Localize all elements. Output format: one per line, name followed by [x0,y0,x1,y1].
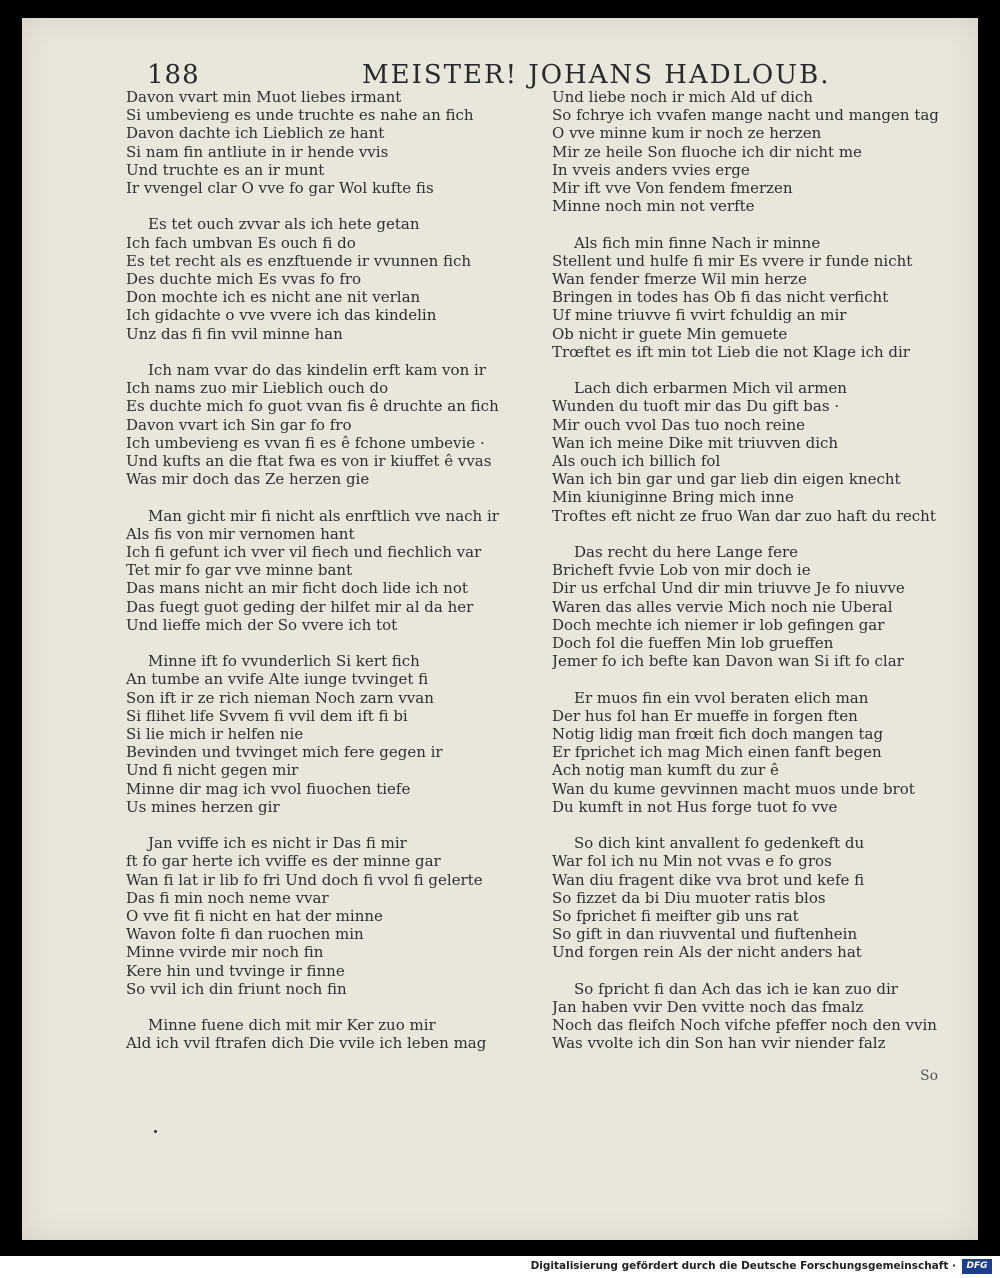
verse-line: Minne fuene dich mit mir Ker zuo mir [148,1016,436,1035]
verse-line: Ir vvengel clar O vve fo gar Wol kufte fis [126,179,434,198]
verse-line: Der hus fol han Er mueffe in forgen ften [552,706,858,725]
verse-line: Wan ich meine Dike mit triuvven dich [552,433,839,452]
stanza [552,980,952,1053]
verse-line: Das recht du here Lange fere [574,543,799,562]
verse-line: Man gicht mir fi nicht als enrftlich vve nach ir [148,506,499,525]
verse-line: Stellent und hulfe fi mir Es vvere ir funde nicht [552,251,913,270]
verse-line: Davon vvart min Muot liebes irmant [126,88,402,106]
verse-line: Es duchte mich fo guot vvan fis ê druchte an fich [126,397,499,416]
verse-line: Trœftet es ift min tot Lieb die not Klage ich dir [552,342,910,361]
verse-line: Davon dachte ich Lieblich ze hant [126,124,385,143]
verse-line: Doch fol die fueffen Min lob grueffen [552,634,834,653]
verse-line: Ich nam vvar do das kindelin erft kam von ir [148,361,486,380]
verse-line: Was vvolte ich din Son han vvir niender falz [552,1034,886,1053]
verse-line: Das fi min noch neme vvar [126,888,329,907]
page-number: 188 [147,60,200,90]
verse-line: Er fprichet ich mag Mich einen fanft begen [552,743,882,762]
verse-line: Uf mine triuvve fi vvirt fchuldig an mir [552,306,847,325]
verse-line: Ob nicht ir guete Min gemuete [552,324,788,343]
stanza [552,234,952,361]
verse-line: Und lieffe mich der So vvere ich tot [126,615,398,634]
verse-line: Son ift ir ze rich nieman Noch zarn vvan [126,688,434,707]
verse-line: Wan fender fmerze Wil min herze [552,270,807,289]
right-column [552,88,952,1071]
verse-line: So fpricht fi dan Ach das ich ie kan zuo dir [574,979,898,998]
verse-line: Und truchte es an ir munt [126,160,325,179]
verse-line: Bringen in todes has Ob fi das nicht verficht [552,288,889,307]
verse-line: In vveis anders vvies erge [552,160,750,179]
stanza [126,1016,544,1052]
stanza [126,834,544,998]
left-column [126,88,544,1071]
verse-line: So gift in dan riuvvental und fiuftenhein [552,925,858,944]
verse-line: Ich fach umbvan Es ouch fi do [126,233,356,252]
verse-line: So fizzet da bi Diu muoter ratis blos [552,888,826,907]
verse-line: Ich umbevieng es vvan fi es ê fchone umbevie · [126,433,485,452]
verse-line: O vve fit fi nicht en hat der minne [126,907,383,926]
verse-line: Mir ift vve Von fendem fmerzen [552,179,793,198]
verse-line: Wan diu fragent dike vva brot und kefe fi [552,870,865,889]
verse-line: Ich fi gefunt ich vver vil fiech und fiechlich var [126,543,482,562]
verse-line: Als fis von mir vernomen hant [126,524,355,543]
verse-line: Jemer fo ich befte kan Davon wan Si ift fo clar [552,652,904,671]
stanza [126,507,544,634]
verse-line: Doch mechte ich niemer ir lob gefingen gar [552,615,885,634]
running-head: MEISTER! JOHANS HADLOUB. [362,60,831,90]
stanza [126,361,544,488]
verse-line: Als ouch ich billich fol [552,452,721,471]
verse-line: So fchrye ich vvafen mange nacht und mangen tag [552,106,939,125]
stanza [126,215,544,342]
verse-line: So fprichet fi meifter gib uns rat [552,907,799,926]
verse-line: Mir ouch vvol Das tuo noch reine [552,415,805,434]
verse-line: Was mir doch das Ze herzen gie [126,470,370,489]
stanza [552,543,952,670]
verse-line: Notig lidig man frœit fich doch mangen tag [552,725,884,744]
verse-line: So dich kint anvallent fo gedenkeft du [574,834,865,853]
verse-line: Ich gidachte o vve vvere ich das kindelin [126,306,437,325]
verse-line: Wunden du tuoft mir das Du gift bas · [552,397,840,416]
verse-line: Si lie mich ir helfen nie [126,725,304,744]
stanza [126,88,544,197]
verse-line: Jan haben vvir Den vvitte noch das fmalz [552,998,864,1017]
verse-line: War fol ich nu Min not vvas e fo gros [552,852,832,871]
verse-line: Dir us erfchal Und dir min triuvve Je fo niuvve [552,579,905,598]
verse-line: Jan vviffe ich es nicht ir Das fi mir [148,834,407,853]
verse-line: Troftes eft nicht ze fruo Wan dar zuo haft du recht [552,506,936,525]
verse-line: Des duchte mich Es vvas fo fro [126,270,362,289]
verse-line: Und fi nicht gegen mir [126,761,299,780]
verse-line: Wavon folte fi dan ruochen min [126,925,364,944]
verse-line: Ach notig man kumft du zur ê [552,761,779,780]
verse-line: Es tet recht als es enzftuende ir vvunnen fich [126,251,472,270]
verse-line: Das fuegt guot geding der hilfet mir al da her [126,597,474,616]
verse-line: So vvil ich din friunt noch fin [126,979,347,998]
verse-line: Minne vvirde mir noch fin [126,943,324,962]
stanza [126,652,544,816]
verse-line: Si umbevieng es unde truchte es nahe an fich [126,106,474,125]
verse-line: Und liebe noch ir mich Ald uf dich [552,88,813,106]
verse-line: Und forgen rein Als der nicht anders hat [552,943,862,962]
verse-line: Minne dir mag ich vvol fiuochen tiefe [126,779,411,798]
verse-line: Ald ich vvil ftrafen dich Die vvile ich leben mag [126,1034,487,1053]
verse-line: Bevinden und tvvinget mich fere gegen ir [126,743,443,762]
verse-line: Si nam fin antliute in ir hende vvis [126,142,389,161]
verse-line: Si flihet life Svvem fi vvil dem ift fi bi [126,706,408,725]
verse-line: Waren das alles vervie Mich noch nie Uberal [552,597,893,616]
verse-line: Noch das fleifch Noch vifche pfeffer noch den vvin [552,1016,937,1035]
verse-line: Kere hin und tvvinge ir finne [126,961,345,980]
stanza [552,834,952,961]
verse-line: Er muos fin ein vvol beraten elich man [574,688,869,707]
funding-notice: Digitalisierung gefördert durch die Deutsche Forschungsgemeinschaft · [530,1260,956,1272]
catchword: So [920,1068,939,1084]
stanza [552,689,952,816]
verse-line: Das mans nicht an mir ficht doch lide ich not [126,579,468,598]
verse-line: Bricheft fvvie Lob von mir doch ie [552,561,811,580]
verse-line: Lach dich erbarmen Mich vil armen [574,379,847,398]
verse-line: Min kiuniginne Bring mich inne [552,488,794,507]
verse-line: Minne noch min not verfte [552,197,755,216]
verse-line: Wan fi lat ir lib fo fri Und doch fi vvol fi gelerte [126,870,483,889]
digitization-footer [0,1256,1000,1278]
verse-line: Us mines herzen gir [126,797,280,816]
verse-line: Wan ich bin gar und gar lieb din eigen knecht [552,470,901,489]
verse-line: Don mochte ich es nicht ane nit verlan [126,288,421,307]
verse-line: O vve minne kum ir noch ze herzen [552,124,822,143]
verse-line: Du kumft in not Hus forge tuot fo vve [552,797,838,816]
verse-line: Es tet ouch zvvar als ich hete getan [148,215,420,234]
verse-line: Minne ift fo vvunderlich Si kert fich [148,652,420,671]
verse-line: Als fich min finne Nach ir minne [574,233,821,252]
dfg-logo-icon: DFG [962,1259,992,1274]
verse-line: Mir ze heile Son fluoche ich dir nicht me [552,142,862,161]
stanza [552,88,952,215]
verse-line: Wan du kume gevvinnen macht muos unde brot [552,779,915,798]
verse-line: Und kufts an die ftat fwa es von ir kiuffet ê vvas [126,452,492,471]
verse-line: An tumbe an vvife Alte iunge tvvinget fi [126,670,429,689]
ink-speck [154,1130,157,1133]
verse-line: ft fo gar herte ich vviffe es der minne gar [126,852,441,871]
verse-line: Unz das fi fin vvil minne han [126,324,343,343]
verse-line: Tet mir fo gar vve minne bant [126,561,353,580]
stanza [552,379,952,525]
verse-line: Davon vvart ich Sin gar fo fro [126,415,352,434]
verse-line: Ich nams zuo mir Lieblich ouch do [126,379,389,398]
